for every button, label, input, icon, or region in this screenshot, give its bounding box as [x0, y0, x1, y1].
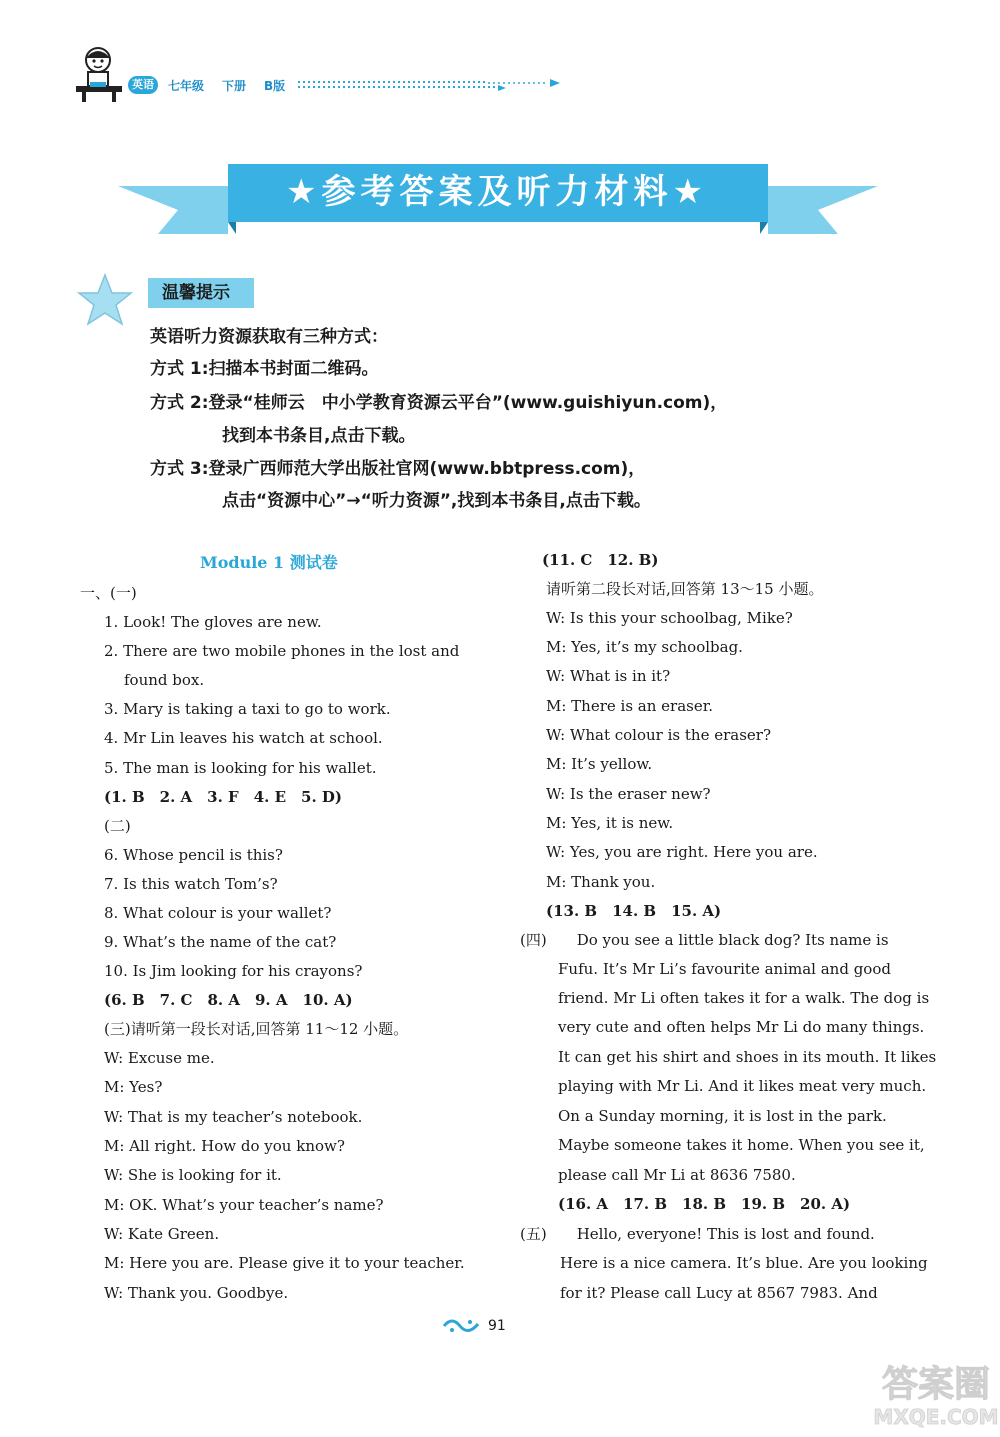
text-line: It can get his shirt and shoes in its mouth. It likes — [558, 1048, 937, 1066]
page-ornament-icon — [442, 1316, 480, 1336]
dialogue-line: W: That is my teacher’s notebook. — [104, 1108, 363, 1126]
tip-line: 英语听力资源获取有三种方式： — [150, 327, 388, 347]
dialogue-line: M: Thank you. — [546, 873, 656, 891]
subject-tag: 英语 — [128, 76, 158, 94]
text-line: 10. Is Jim looking for his crayons? — [104, 962, 363, 980]
grade-label: 七年级 — [168, 79, 205, 93]
text-line: Maybe someone takes it home. When you see it, — [558, 1136, 925, 1154]
text-line: please call Mr Li at 8636 7580. — [558, 1166, 796, 1184]
tip-line: 方式 2:登录“桂师云 中小学教育资源云平台”(www.guishiyun.com)， — [150, 393, 728, 413]
star-icon — [76, 272, 134, 330]
dialogue-line: W: What colour is the eraser? — [546, 726, 771, 744]
text-line: Here is a nice camera. It’s blue. Are you looking — [560, 1254, 928, 1272]
dialogue-line: W: Kate Green. — [104, 1225, 220, 1243]
section-heading: (五) Hello, everyone! This is lost and found. — [520, 1225, 875, 1243]
text-line: Fufu. It’s Mr Li’s favourite animal and good — [558, 960, 891, 978]
svg-text:MXQE.COM: MXQE.COM — [873, 1405, 999, 1429]
dialogue-line: M: Yes, it’s my schoolbag. — [546, 638, 743, 656]
tip-line: 方式 3:登录广西师范大学出版社官网(www.bbtpress.com)， — [150, 459, 646, 479]
text-line: 7. Is this watch Tom’s? — [104, 875, 278, 893]
dialogue-line: W: Thank you. Goodbye. — [104, 1284, 289, 1302]
dialogue-line: W: Is this your schoolbag, Mike? — [546, 609, 793, 627]
dialogue-line: M: OK. What’s your teacher’s name? — [104, 1196, 384, 1214]
answer-key: (16. A 17. B 18. B 19. B 20. A) — [558, 1195, 851, 1213]
text-line: 1. Look! The gloves are new. — [104, 613, 322, 631]
dialogue-line: M: All right. How do you know? — [104, 1137, 345, 1155]
dialogue-line: W: Excuse me. — [104, 1049, 215, 1067]
section-heading: (三)请听第一段长对话,回答第 11～12 小题。 — [104, 1020, 409, 1038]
tip-line: 找到本书条目,点击下载。 — [222, 426, 416, 446]
text-line: 4. Mr Lin leaves his watch at school. — [104, 729, 383, 747]
section-heading: (四) Do you see a little black dog? Its name is — [520, 931, 889, 949]
volume-label: 下册 — [222, 79, 247, 93]
edition-label: B版 — [264, 79, 286, 93]
dialogue-line: M: There is an eraser. — [546, 697, 714, 715]
text-line: 2. There are two mobile phones in the lost and — [104, 642, 460, 660]
text-line: 5. The man is looking for his wallet. — [104, 759, 377, 777]
text-line: friend. Mr Li often takes it for a walk. The dog is — [558, 989, 930, 1007]
answer-key: (13. B 14. B 15. A) — [546, 902, 722, 920]
text-line: 6. Whose pencil is this? — [104, 846, 283, 864]
page-number: 91 — [488, 1318, 506, 1334]
tip-label: 温馨提示 — [148, 278, 254, 308]
dialogue-line: W: Is the eraser new? — [546, 785, 711, 803]
mascot-icon — [74, 44, 126, 104]
dialogue-line: W: She is looking for it. — [104, 1166, 282, 1184]
tip-line: 方式 1:扫描本书封面二维码。 — [150, 359, 379, 379]
text-line: found box. — [124, 671, 205, 689]
dotted-arrow-icon — [298, 79, 560, 91]
svg-text:答案圈: 答案圈 — [881, 1364, 991, 1405]
dialogue-line: M: Here you are. Please give it to your teacher. — [104, 1254, 465, 1272]
dialogue-line: M: It’s yellow. — [546, 755, 653, 773]
text-line: 3. Mary is taking a taxi to go to work. — [104, 700, 391, 718]
text-line: 8. What colour is your wallet? — [104, 904, 332, 922]
answer-key: (1. B 2. A 3. F 4. E 5. D) — [104, 788, 343, 806]
tip-line: 点击“资源中心”→“听力资源”,找到本书条目,点击下载。 — [222, 491, 651, 511]
section-heading: (二) — [104, 817, 131, 835]
text-line: 9. What’s the name of the cat? — [104, 933, 337, 951]
text-line: playing with Mr Li. And it likes meat very much. — [558, 1077, 927, 1095]
dialogue-line: W: What is in it? — [546, 667, 671, 685]
watermark-logo — [873, 1350, 999, 1430]
answer-key: (6. B 7. C 8. A 9. A 10. A) — [104, 991, 353, 1009]
dialogue-line: M: Yes? — [104, 1078, 163, 1096]
page-title: ★参考答案及听力材料★ — [286, 172, 708, 212]
dialogue-line: W: Yes, you are right. Here you are. — [546, 843, 818, 861]
dialogue-line: M: Yes, it is new. — [546, 814, 674, 832]
module-title: Module 1 测试卷 — [200, 553, 338, 572]
text-line: very cute and often helps Mr Li do many things. — [558, 1018, 925, 1036]
answer-key: (11. C 12. B) — [542, 551, 659, 569]
text-line: On a Sunday morning, it is lost in the park. — [558, 1107, 887, 1125]
text-line: for it? Please call Lucy at 8567 7983. And — [560, 1284, 878, 1302]
section-heading: 一、(一) — [80, 584, 137, 602]
section-heading: 请听第二段长对话,回答第 13～15 小题。 — [546, 580, 824, 598]
